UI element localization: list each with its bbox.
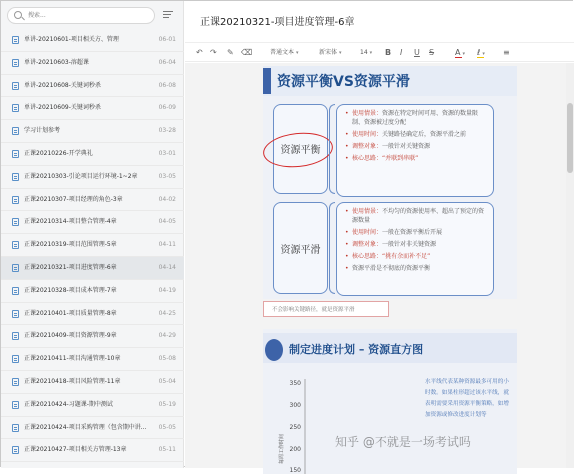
note-list-item[interactable] [1,75,184,98]
note-date: 04-29 [158,332,176,340]
note-file-icon [12,401,19,409]
note-date: 06-09 [158,104,176,112]
search-box[interactable] [7,7,155,24]
format-brush-icon[interactable]: ✎ [227,48,234,57]
note-list-item[interactable] [1,303,184,326]
underline-icon[interactable]: U [414,48,420,57]
note-date: 04-25 [158,309,176,317]
note-file-icon [12,264,19,272]
smoothing-details [336,202,494,296]
note-date: 06-04 [158,58,176,66]
annotation-text: 不会影响关键路径，就是资源平滑 [272,307,355,313]
note-file-icon [12,424,19,432]
search-bar [7,7,177,25]
note-title: 正课20210411-项目沟通管理-10章 [24,355,121,363]
annotation-note[interactable] [263,301,389,317]
note-editor-pane [185,1,574,474]
note-date: 05-04 [158,377,176,385]
note-title: 正课20210307-项目经理的角色-3章 [24,195,123,203]
slide-title-bar [263,66,517,96]
note-title: 单讲-20210601-项目相关方、管理 [24,36,119,43]
watermark-text: 知乎 @不就是一场考试吗 [335,435,471,449]
document-title[interactable]: 正课20210321-项目进度管理-6章 [200,17,355,28]
note-date: 05-19 [158,400,176,408]
note-title: 正课20210427-项目相关方管理-13章 [24,446,127,454]
note-file-icon [12,332,19,340]
highlighter-icon: ℓ [477,48,481,57]
leveling-bullet: • 使用情景：资源在特定时间可用、资源的数量限制、资源被过度分配 [345,109,487,127]
chevron-down-icon: ▾ [369,50,373,56]
smoothing-bullet: • 核心思路：“挑有余而补不足” [345,252,487,261]
note-title: 单讲-20210609-关键词秒杀 [24,104,101,112]
note-list-item[interactable] [1,371,184,394]
leveling-bullet: • 使用时间：关键路径确定后，资源平滑之前 [345,130,487,139]
y-tick-label: 200 [289,446,301,453]
note-file-icon [12,355,19,363]
highlight-color-picker[interactable] [477,43,485,63]
note-list-item[interactable] [1,29,184,52]
slide-title-bar [263,333,517,363]
note-file-icon [12,196,19,204]
smoothing-bullet: • 调整对象：一般针对非关键资源 [345,240,487,249]
chevron-down-icon: ▾ [296,50,299,56]
bold-icon[interactable]: B [385,48,392,57]
note-list-item[interactable] [1,143,184,166]
font-size-select[interactable] [360,43,372,63]
sort-list-icon[interactable] [162,10,176,21]
italic-icon[interactable]: I [400,48,403,57]
scrollbar-thumb[interactable] [567,103,573,173]
note-title: 正课20210424-项目采购管理（包含期中讲... [24,423,147,431]
slide-title: 制定进度计划 – 资源直方图 [289,343,424,356]
note-file-icon [12,127,19,135]
paragraph-style-select[interactable] [270,43,299,63]
smoothing-bracket [329,202,335,294]
note-title: 正课20210314-项目整合管理-4章 [24,218,117,226]
note-file-icon [12,150,19,158]
note-title: 正课20210226-开学典礼 [24,149,93,157]
format-toolbar [185,42,574,62]
leveling-bracket [329,104,335,194]
chevron-down-icon: ▾ [482,51,485,57]
note-file-icon [12,218,19,226]
note-list-item[interactable] [1,325,184,348]
note-title: 单讲-20210608-关键词秒杀 [24,81,101,89]
note-file-icon [12,82,19,90]
more-options-icon[interactable]: ≡ [503,48,510,57]
note-date: 05-11 [158,446,176,454]
histogram-description: 水平线代表某种资源最多可用的小时数。如果柱形超过该水平线，就表明需要采用资源平衡策略，如增加资源或修改进度计划等 [425,379,509,418]
font-color-swatch [455,57,462,59]
y-tick-label: 250 [289,424,301,431]
note-title: 正课20210319-项目范围管理-5章 [24,241,117,249]
note-title: 正课20210303-引论项目运行环境-1~2章 [24,172,138,180]
note-date: 05-05 [158,423,176,431]
note-list-item[interactable] [1,394,184,417]
slide-image-resource-histogram [263,329,517,474]
note-date: 03-28 [158,127,176,135]
smoothing-bullet: • 资源平滑是不彻底的资源平衡 [345,264,487,273]
leveling-label: 资源平衡 [280,145,321,156]
note-list-item[interactable] [1,211,184,234]
font-family-label: 新宋体 [319,49,338,56]
note-list-item[interactable] [1,417,184,440]
note-file-icon [12,378,19,386]
note-title: 单讲-20210603-溶超课 [24,58,89,66]
smoothing-concept-box [273,202,328,294]
note-list-item[interactable] [1,166,184,189]
note-list-item[interactable] [1,234,184,257]
document-body[interactable] [185,63,574,474]
chevron-down-icon: ▾ [339,50,342,56]
paragraph-style-label: 普通文本 [270,49,295,56]
note-file-icon [12,59,19,67]
note-file-icon [12,173,19,181]
search-input[interactable] [28,8,148,23]
note-list [1,29,184,462]
font-family-select[interactable] [319,43,342,63]
smoothing-label: 资源平滑 [280,245,321,256]
editor-scrollbar[interactable] [566,63,574,468]
note-list-item[interactable] [1,120,184,143]
title-accent-circle [265,339,283,361]
note-list-item[interactable] [1,348,184,371]
strikethrough-icon[interactable]: S [429,48,435,57]
note-date: 04-14 [158,263,176,271]
note-title: 正课20210401-项目质量管理-8章 [24,309,117,317]
smoothing-bullet: • 使用情景：不均匀的资源使用率、超出了预定的资源数量 [345,207,487,225]
note-list-item[interactable] [1,439,184,462]
undo-icon[interactable]: ↶ [196,48,203,57]
note-file-icon [12,36,19,44]
note-sidebar [1,1,184,468]
note-title: 正课20210418-项目风险管理-11章 [24,377,121,385]
y-axis-label: 每周工作时间 [279,433,285,464]
note-list-item[interactable] [1,97,184,120]
note-list-item[interactable] [1,189,184,212]
note-title: 正课20210328-项目成本管理-7章 [24,286,117,294]
note-title: 学习计划参考 [24,127,61,135]
title-accent-bar [263,68,271,94]
slide-image-resource-leveling-vs-smoothing [263,66,517,299]
note-date: 04-02 [158,195,176,203]
leveling-bullet: • 核心思路：“并联到串联” [345,154,487,163]
note-date: 03-05 [158,172,176,180]
note-date: 03-01 [158,149,176,157]
note-date: 04-11 [158,241,176,249]
clear-format-icon[interactable]: ⌫ [241,48,253,57]
leveling-details [336,104,494,197]
search-icon [14,11,22,19]
note-title: 正课20210409-项目资源管理-9章 [24,332,117,340]
highlight-color-swatch [477,57,484,59]
chevron-down-icon: ▾ [462,51,465,57]
slide-title: 资源平衡VS资源平滑 [277,74,410,90]
y-tick-label: 350 [289,380,301,387]
font-size-label: 14 [360,49,368,56]
note-title: 正课20210321-项目进度管理-6章 [24,263,117,271]
leveling-bullet: • 调整对象：一般针对关键资源 [345,142,487,151]
note-file-icon [12,104,19,112]
note-file-icon [12,446,19,454]
note-date: 06-08 [158,81,176,89]
note-list-item[interactable] [1,52,184,75]
note-file-icon [12,241,19,249]
y-tick-label: 150 [289,467,301,474]
note-title: 正课20210424-习题课-期中测试 [24,400,113,408]
note-date: 04-05 [158,218,176,226]
note-file-icon [12,287,19,295]
font-color-icon: A [455,48,461,57]
smoothing-bullet: • 使用时间：一般在资源平衡后开展 [345,228,487,237]
note-date: 06-01 [158,36,176,43]
resource-histogram [273,369,423,474]
note-list-item[interactable] [1,280,184,303]
note-date: 04-19 [158,286,176,294]
note-list-item-selected[interactable] [1,257,184,280]
note-file-icon [12,310,19,318]
note-date: 05-08 [158,355,176,363]
redo-icon[interactable]: ↷ [210,48,217,57]
y-tick-label: 300 [289,402,301,409]
font-color-picker[interactable] [455,43,465,63]
